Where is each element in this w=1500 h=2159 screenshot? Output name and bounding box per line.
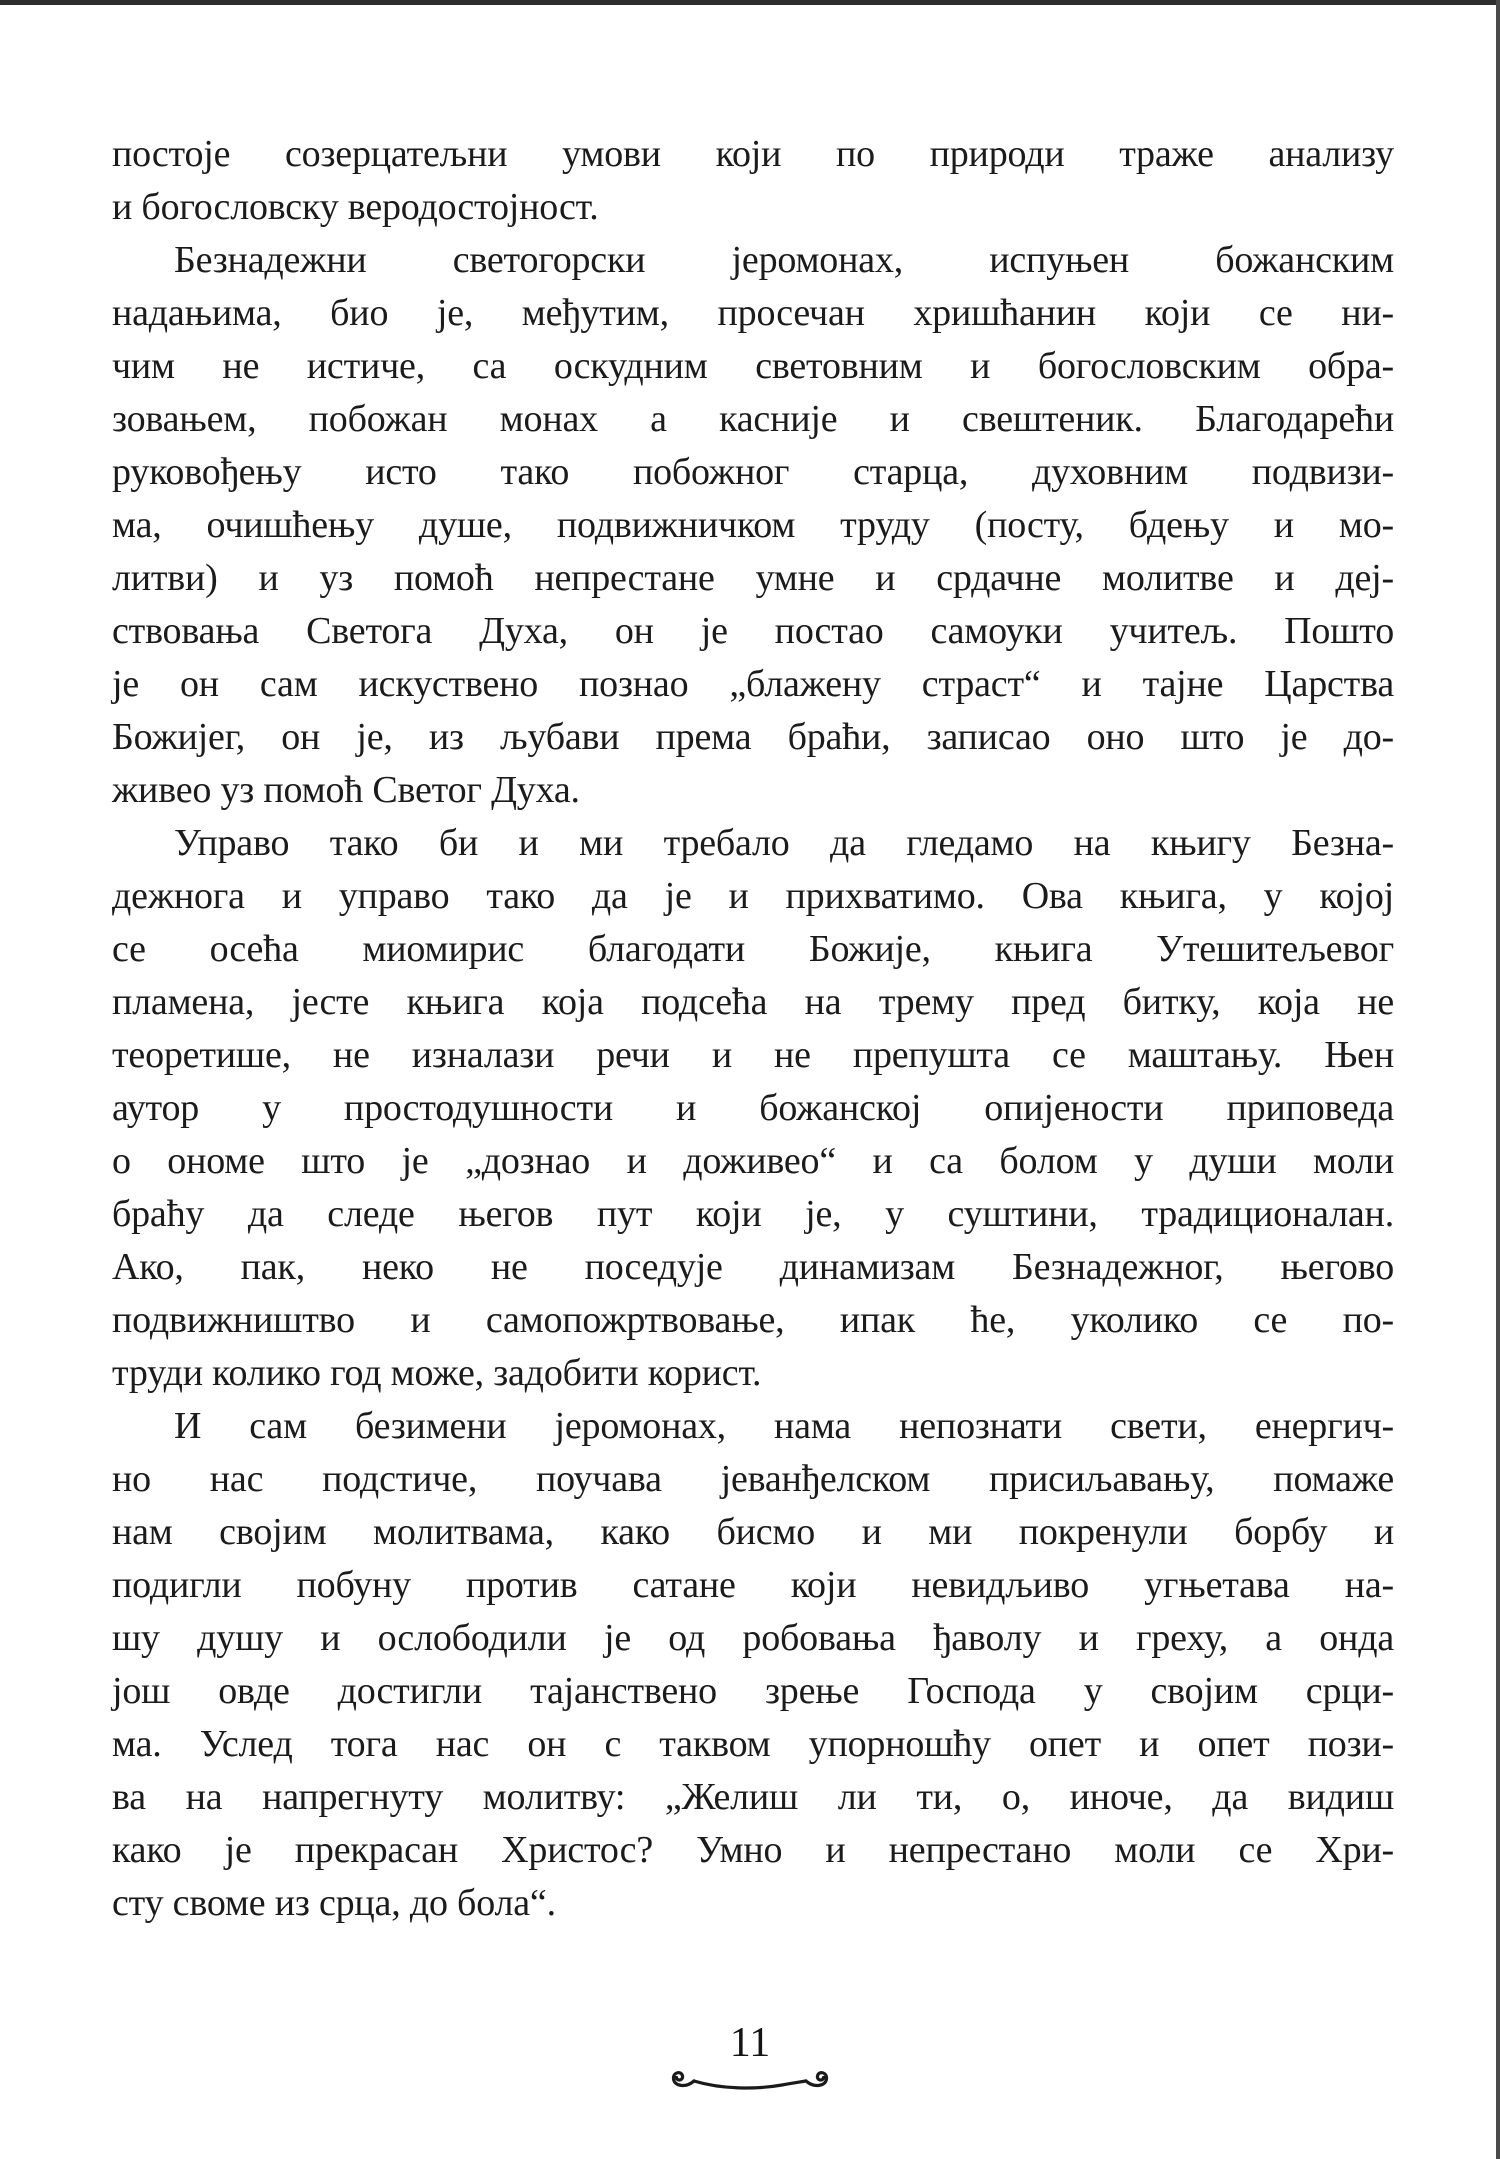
- text-line: шу душу и ослободили је од робовања ђаволу и греху, а онда: [112, 1617, 1394, 1659]
- page-footer: [0, 2022, 1500, 2096]
- paragraph: [112, 234, 1394, 817]
- text-line: се осећа миомирис благодати Божије, књига Утешитељевог: [112, 928, 1394, 970]
- text-line: браћу да следе његов пут који је, у суштини, традиционалан.: [112, 1193, 1394, 1235]
- text-line: чим не истиче, са оскудним световним и богословским обра-: [112, 345, 1394, 387]
- page-text: [112, 128, 1394, 1930]
- text-line: ма, очишћењу душе, подвижничком труду (посту, бдењу и мо-: [112, 504, 1394, 546]
- page-number: 11: [729, 2020, 771, 2066]
- text-line: о ономе што је „дознао и доживео“ и са болом у души моли: [112, 1140, 1394, 1182]
- text-line: но нас подстиче, поучава јеванђелском присиљавању, помаже: [112, 1458, 1394, 1500]
- text-line: надањима, био је, међутим, просечан хришћанин који се ни-: [112, 292, 1394, 334]
- paragraph: [112, 817, 1394, 1400]
- paragraph: [112, 1400, 1394, 1930]
- text-line: ствовања Светога Духа, он је постао самоуки учитељ. Пошто: [112, 610, 1394, 652]
- text-line: дежнога и управо тако да је и прихватимо. Ова књига, у којој: [112, 875, 1394, 917]
- text-line: Управо тако би и ми требало да гледамо на књигу Безна-: [174, 822, 1394, 864]
- text-line: сту своме из срца, до бола“.: [112, 1882, 556, 1924]
- text-line: зовањем, побожан монах а касније и свештеник. Благодарећи: [112, 398, 1394, 440]
- text-line: Божијег, он је, из љубави према браћи, записао оно што је до-: [112, 716, 1394, 758]
- text-line: пламена, јесте књига која подсећа на трему пред битку, која не: [112, 981, 1394, 1023]
- page-number-flourish-icon: [664, 2056, 836, 2096]
- text-line: и богословску веродостојност.: [112, 186, 599, 228]
- text-line: теоретише, не изналази речи и не препушта се маштању. Њен: [112, 1034, 1394, 1076]
- scan-edge-top: [0, 0, 1500, 5]
- text-line: подигли побуну против сатане који невидљиво угњетава на-: [112, 1564, 1394, 1606]
- text-line: руковођењу исто тако побожног старца, духовним подвизи-: [112, 451, 1394, 493]
- text-line: како је прекрасан Христос? Умно и непрестано моли се Хри-: [112, 1829, 1394, 1871]
- text-line: труди колико год може, задобити корист.: [112, 1352, 762, 1394]
- text-line: подвижништво и самопожртвовање, ипак ће, уколико се по-: [112, 1299, 1394, 1341]
- text-line: Безнадежни светогорски јеромонах, испуњен божанским: [174, 239, 1394, 281]
- text-line: И сам безимени јеромонах, нама непознати свети, енергич-: [174, 1405, 1394, 1447]
- text-line: аутор у простодушности и божанској опијености приповеда: [112, 1087, 1394, 1129]
- paragraph: [112, 128, 1394, 234]
- text-line: Ако, пак, неко не поседује динамизам Безнадежног, његово: [112, 1246, 1394, 1288]
- text-line: је он сам искуствено познао „блажену страст“ и тајне Царства: [112, 663, 1394, 705]
- text-line: живео уз помоћ Светог Духа.: [112, 769, 580, 811]
- text-line: литви) и уз помоћ непрестане умне и срдачне молитве и деј-: [112, 557, 1394, 599]
- text-line: нам својим молитвама, како бисмо и ми покренули борбу и: [112, 1511, 1394, 1553]
- scan-edge-right: [1496, 0, 1500, 2159]
- text-line: ва на напрегнуту молитву: „Желиш ли ти, о, иноче, да видиш: [112, 1776, 1394, 1818]
- text-line: још овде достигли тајанствено зрење Господа у својим срци-: [112, 1670, 1394, 1712]
- text-line: постоје созерцатељни умови који по природи траже анализу: [112, 133, 1394, 175]
- text-line: ма. Услед тога нас он с таквом упорношћу опет и опет пози-: [112, 1723, 1394, 1765]
